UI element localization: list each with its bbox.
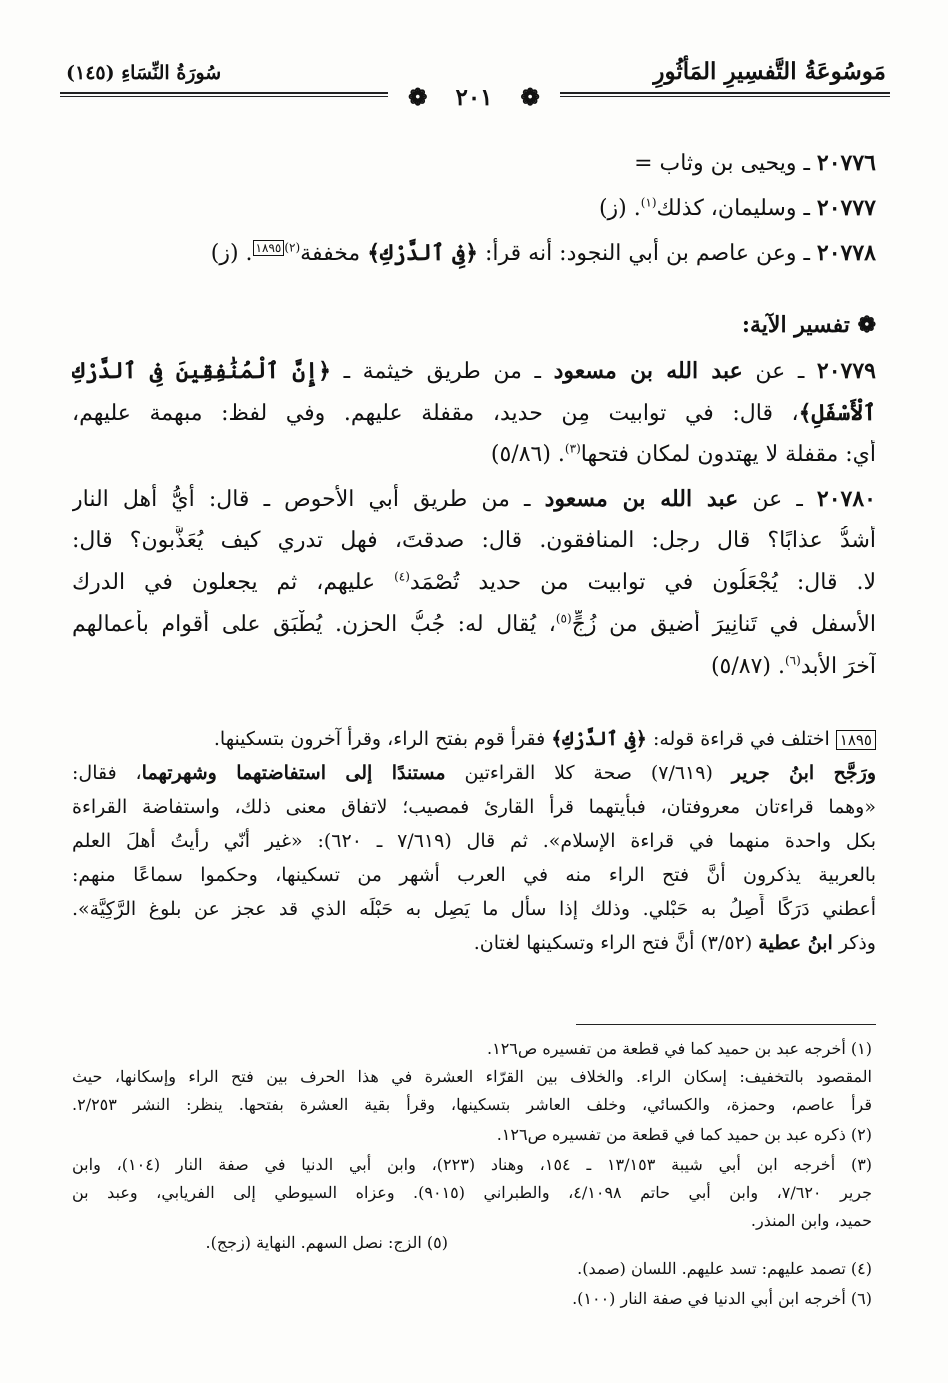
section-heading: ❁ تفسير الآية: [741,312,876,338]
entry-20780-line-1: ٢٠٧٨٠ ـ عن عبد الله بن مسعود ـ من طريق أبي الأحوص ـ قال: أيُّ أهل النار [72,486,876,512]
note-line-4: بكل واحدة منهما في قراءة الإسلام». ثم قال (٧/٦١٩ ـ ٦٢٠): «غير أنّي رأيتُ أهلَ العلم [72,830,876,852]
footnote-1-cont: المقصود بالتخفيف: إسكان الراء. والخلاف بين القرّاء العشرة في هذا الحرف بين فتح الراء وإسكانها، حيث [72,1067,872,1086]
page-number: ٢٠١ [445,84,502,111]
ornament-icon: ❁ [398,84,437,111]
note-line-7: وذكر ابنُ عطية (٣/٥٢) أنَّ فتح الراء وتسكينها لغتان. [473,932,876,954]
footnote-ref: (٦) [784,653,801,668]
footnote-5: (٥) الزج: نصل السهم. النهاية (زجج). [205,1233,448,1252]
surah-reference: سُورَةُ النِّسَاءِ (١٤٥) [66,62,222,84]
note-line-3: «وهما قراءتان معروفتان، فبأيتهما قرأ القارئ فمصيب؛ لاتفاق معنى ذلك، واستفاضة القراءة [72,796,876,818]
quran-verse: ﴿فِى ٱلدَّرْكِ﴾ [367,240,478,266]
note-line-6: أعطني دَرَكًا أَصِلُ به حَبْلي. وذلك إذا سأل ما يَصِل به حَبْلَه الذي قد عجز عن بلوغ الرَّكِيَّة». [72,898,876,920]
ornament-icon: ❁ [511,84,550,111]
entry-20779-line-3: أي: مقفلة لا يهتدون لمكان فتحها$^{(٣)}$. (٥/٨٦) [490,441,876,467]
entry-20779-line-2: ٱلْأَسْفَلِ﴾، قال: في توابيت مِن حديد، مقفلة عليهم. وفي لفظ: مبهمة عليهم، [72,400,876,426]
footnote-ref: (١) [640,195,657,210]
entry-20780-line-2: أشدُّ عذابًا؟ قال رجل: المنافقون. قال: صدقتَ، فهل تدري كيف يُعَذَّبون؟ قال: [72,528,876,553]
entry-20780-line-5: آخرَ الأبد$^{(٦)}$. (٥/٨٧) [710,653,876,679]
footnote-3-cont: جرير ٧/٦٢٠، وابن أبي حاتم ٤/١٠٩٨، والطبراني (٩٠١٥). وعزاه السيوطي إلى الفريابي، وعبد بن [72,1183,872,1202]
quran-verse: ﴿إِنَّ ٱلْمُنَٰفِقِينَ فِى ٱلدَّرْكِ [72,358,331,384]
footnote-ref: (٥) [555,611,572,626]
note-number-box: ١٨٩٥ [253,240,285,256]
footnote-6: (٦) أخرجه ابن أبي الدنيا في صفة النار (١٠٠). [572,1289,872,1308]
footnote-ref: (٣) [564,441,581,456]
entry-20777: ٢٠٧٧٧ ـ وسليمان، كذلك$^{(١)}$. (ز) [598,195,876,221]
footnote-4: (٤) تصمد عليهم: تسد عليهم. اللسان (صمد). [577,1259,872,1278]
footnote-ref: (٢) [284,240,301,255]
footnote-1-cont-2: قرأ عاصم، وحمزة، والكسائي، وخلف العاشر بتسكينها، وقرأ بقية العشرة بفتحها. ينظر: النشر ٢/٢٥٣. [72,1095,872,1114]
footnote-1: (١) أخرجه عبد بن حميد كما في قطعة من تفسيره ص١٢٦. [487,1039,872,1058]
footnote-3-cont-2: حميد، وابن المنذر. [750,1211,872,1230]
entry-20778: ٢٠٧٧٨ ـ وعن عاصم بن أبي النجود: أنه قرأ: ﴿فِى ٱلدَّرْكِ﴾ مخففة$^{(٢)١٨٩٥}$. (ز) [210,240,876,266]
quran-verse: ﴿فِى ٱلدَّرْكِ﴾ [551,728,647,750]
note-line-1: ١٨٩٥ اختلف في قراءة قوله: ﴿فِى ٱلدَّرْكِ﴾ فقرأ قوم بفتح الراء، وقرأ آخرون بتسكينها. [72,724,876,755]
footnote-rule [576,1024,876,1025]
entry-20776: ٢٠٧٧٦ ـ ويحيى بن وثاب = [634,150,876,176]
footnote-ref: (٤) [394,569,410,584]
note-number-box: ١٨٩٥ [836,730,876,750]
quran-verse: ٱلْأَسْفَلِ﴾ [798,400,876,426]
entry-20780-line-3: لا. قال: يُجْعَلُون في توابيت من حديد تُصْمَد$^{(٤)}$ عليهم، ثم يجعلون في الدرك [72,569,876,595]
entry-20780-line-4: الأسفل في تَنانِيرَ أضيق من زُجٍّ$^{(٥)}$، يُقال له: جُبُّ الحزن. يُطْبَق على أقوام بأعمالهم [72,611,876,637]
book-title: مَوسُوعَةُ التَّفسِيرِ المَأثُورِ [653,58,886,85]
note-line-2: ورَجَّح ابنُ جرير (٧/٦١٩) صحة كلا القراءتين مستندًا إلى استفاضتهما وشهرتهما، فقال: [72,762,876,784]
page-number-row [0,84,948,111]
note-line-5: بالعربية يذكرون أنَّ فتح الراء منه في العرب أشهر من تسكينها، وحكموا سماعًا منهم: [72,864,876,886]
footnote-2: (٢) ذكره عبد بن حميد كما في قطعة من تفسيره ص١٢٦. [496,1125,872,1144]
footnote-3: (٣) أخرجه ابن أبي شيبة ١٣/١٥٣ ـ ١٥٤، وهناد (٢٢٣)، وابن أبي الدنيا في صفة النار (١٠٤)، وابن [72,1155,872,1174]
entry-20779-line-1: ٢٠٧٧٩ ـ عن عبد الله بن مسعود ـ من طريق خيثمة ـ ﴿إِنَّ ٱلْمُنَٰفِقِينَ فِى ٱلدَّرْكِ [72,358,876,384]
